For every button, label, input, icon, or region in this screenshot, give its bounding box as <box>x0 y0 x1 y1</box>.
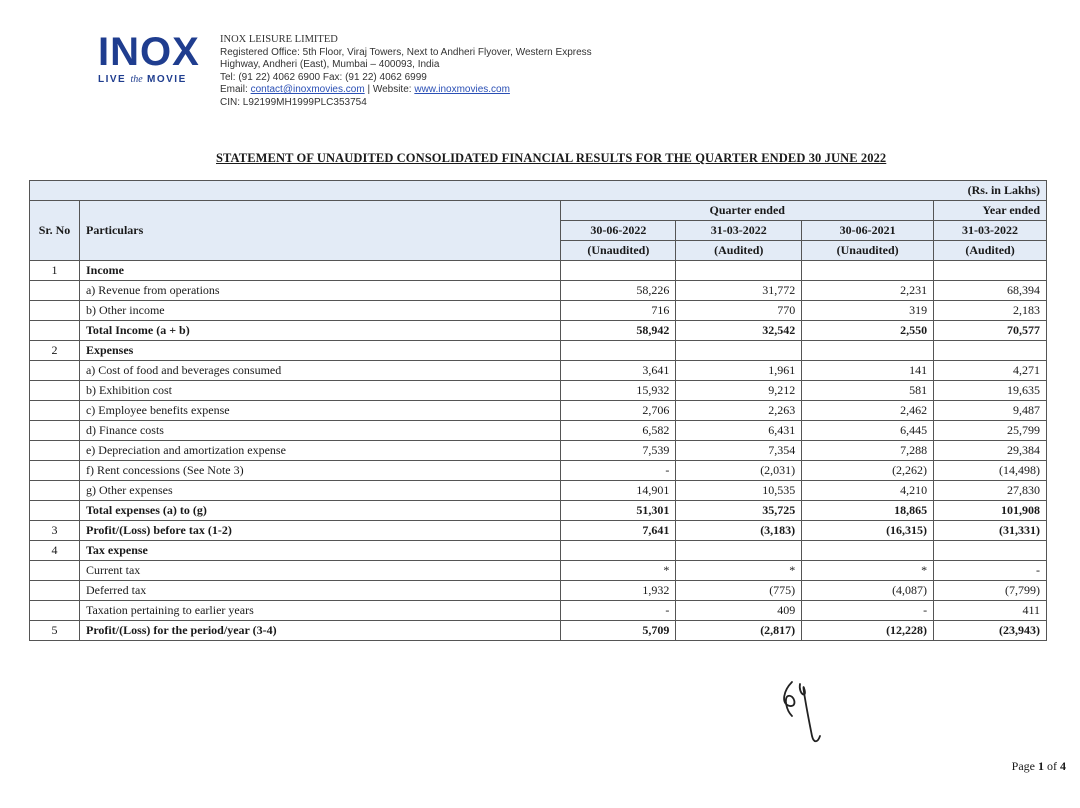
row-value-col-2: (775) <box>676 581 802 601</box>
email-label: Email: <box>220 84 248 95</box>
row-value-col-4: (14,498) <box>934 461 1047 481</box>
row-value-col-3: (4,087) <box>802 581 934 601</box>
table-row <box>30 561 1047 581</box>
row-value-col-1: 7,641 <box>561 521 676 541</box>
row-value-col-1: 51,301 <box>561 501 676 521</box>
inox-logo <box>98 32 208 85</box>
audit-col-3: (Unaudited) <box>802 241 934 261</box>
table-row <box>30 321 1047 341</box>
table-row <box>30 581 1047 601</box>
row-srno <box>30 421 80 441</box>
row-value-col-1: - <box>561 461 676 481</box>
contact-line <box>220 84 592 97</box>
row-label: Profit/(Loss) for the period/year (3-4) <box>79 621 560 641</box>
row-value-col-4: 25,799 <box>934 421 1047 441</box>
row-value-col-1: 7,539 <box>561 441 676 461</box>
row-value-col-3: - <box>802 601 934 621</box>
row-value-col-1 <box>561 341 676 361</box>
row-srno <box>30 481 80 501</box>
row-value-col-2 <box>676 541 802 561</box>
row-srno <box>30 301 80 321</box>
email-link[interactable]: contact@inoxmovies.com <box>250 84 365 95</box>
date-col-4: 31-03-2022 <box>934 221 1047 241</box>
row-srno: 4 <box>30 541 80 561</box>
row-value-col-3: * <box>802 561 934 581</box>
row-value-col-4: - <box>934 561 1047 581</box>
row-srno <box>30 321 80 341</box>
col-particulars: Particulars <box>79 201 560 261</box>
row-value-col-1: 58,226 <box>561 281 676 301</box>
website-label: | Website: <box>367 84 412 95</box>
row-label: c) Employee benefits expense <box>79 401 560 421</box>
audit-col-2: (Audited) <box>676 241 802 261</box>
signature <box>778 676 828 748</box>
address-line-1: Registered Office: 5th Floor, Viraj Towers, Next to Andheri Flyover, Western Express <box>220 46 592 58</box>
row-label: d) Finance costs <box>79 421 560 441</box>
logo-tagline <box>98 74 208 85</box>
tagline-the: the <box>130 74 143 85</box>
audit-col-4: (Audited) <box>934 241 1047 261</box>
date-col-1: 30-06-2022 <box>561 221 676 241</box>
table-row <box>30 441 1047 461</box>
row-label: b) Other income <box>79 301 560 321</box>
financial-results-table <box>29 180 1047 641</box>
row-value-col-2: 770 <box>676 301 802 321</box>
row-label: Expenses <box>79 341 560 361</box>
row-value-col-1 <box>561 541 676 561</box>
row-value-col-4 <box>934 541 1047 561</box>
row-value-col-4: (31,331) <box>934 521 1047 541</box>
row-srno <box>30 281 80 301</box>
year-ended-header: Year ended <box>934 201 1047 221</box>
page-number <box>1012 759 1066 774</box>
row-label: Total Income (a + b) <box>79 321 560 341</box>
table-row <box>30 481 1047 501</box>
table-row <box>30 361 1047 381</box>
row-value-col-3 <box>802 261 934 281</box>
row-label: b) Exhibition cost <box>79 381 560 401</box>
company-name: INOX LEISURE LIMITED <box>220 34 338 45</box>
row-srno <box>30 601 80 621</box>
table-row <box>30 541 1047 561</box>
row-value-col-2: (2,817) <box>676 621 802 641</box>
page-label: Page <box>1011 759 1035 773</box>
row-label: Total expenses (a) to (g) <box>79 501 560 521</box>
period-header-row <box>30 201 1047 221</box>
statement-title: STATEMENT OF UNAUDITED CONSOLIDATED FINANCIAL RESULTS FOR THE QUARTER ENDED 30 JUNE 2022 <box>216 151 887 165</box>
row-value-col-2 <box>676 341 802 361</box>
row-value-col-3: (16,315) <box>802 521 934 541</box>
row-value-col-4: (7,799) <box>934 581 1047 601</box>
row-value-col-3: 18,865 <box>802 501 934 521</box>
row-value-col-4: 2,183 <box>934 301 1047 321</box>
row-value-col-2: (3,183) <box>676 521 802 541</box>
address-line-2: Highway, Andheri (East), Mumbai – 400093, India <box>220 59 440 70</box>
row-value-col-4: 68,394 <box>934 281 1047 301</box>
row-label: Taxation pertaining to earlier years <box>79 601 560 621</box>
row-value-col-3: 7,288 <box>802 441 934 461</box>
row-value-col-3: 319 <box>802 301 934 321</box>
row-value-col-2: 2,263 <box>676 401 802 421</box>
row-value-col-2: 7,354 <box>676 441 802 461</box>
row-label: a) Revenue from operations <box>79 281 560 301</box>
row-value-col-1: 15,932 <box>561 381 676 401</box>
row-value-col-4 <box>934 261 1047 281</box>
tagline-live: LIVE <box>98 74 127 85</box>
row-value-col-4: 411 <box>934 601 1047 621</box>
row-value-col-1: 14,901 <box>561 481 676 501</box>
table-row <box>30 621 1047 641</box>
row-value-col-2 <box>676 261 802 281</box>
table-row <box>30 261 1047 281</box>
row-value-col-3: 141 <box>802 361 934 381</box>
table-row <box>30 421 1047 441</box>
row-label: Deferred tax <box>79 581 560 601</box>
row-value-col-3: 2,231 <box>802 281 934 301</box>
row-value-col-1 <box>561 261 676 281</box>
page-current: 1 <box>1038 759 1044 773</box>
row-value-col-2: * <box>676 561 802 581</box>
row-value-col-1: 6,582 <box>561 421 676 441</box>
row-label: Profit/(Loss) before tax (1-2) <box>79 521 560 541</box>
row-value-col-1: 3,641 <box>561 361 676 381</box>
row-value-col-3: (12,228) <box>802 621 934 641</box>
row-value-col-4: (23,943) <box>934 621 1047 641</box>
row-srno <box>30 501 80 521</box>
row-value-col-1: 5,709 <box>561 621 676 641</box>
row-value-col-3: 2,550 <box>802 321 934 341</box>
row-label: e) Depreciation and amortization expense <box>79 441 560 461</box>
row-value-col-3: (2,262) <box>802 461 934 481</box>
cin-line: CIN: L92199MH1999PLC353754 <box>220 96 367 108</box>
row-value-col-3 <box>802 541 934 561</box>
row-label: Income <box>79 261 560 281</box>
row-value-col-2: (2,031) <box>676 461 802 481</box>
row-value-col-4 <box>934 341 1047 361</box>
row-value-col-2: 10,535 <box>676 481 802 501</box>
row-srno <box>30 361 80 381</box>
row-value-col-2: 6,431 <box>676 421 802 441</box>
row-srno <box>30 401 80 421</box>
unit-row <box>30 181 1047 201</box>
unit-label: (Rs. in Lakhs) <box>30 181 1047 201</box>
table-row <box>30 601 1047 621</box>
row-value-col-2: 409 <box>676 601 802 621</box>
row-srno: 2 <box>30 341 80 361</box>
row-value-col-2: 1,961 <box>676 361 802 381</box>
date-col-3: 30-06-2021 <box>802 221 934 241</box>
row-label: Current tax <box>79 561 560 581</box>
table-row <box>30 521 1047 541</box>
row-srno: 3 <box>30 521 80 541</box>
website-link[interactable]: www.inoxmovies.com <box>414 84 510 95</box>
tagline-movie: MOVIE <box>147 74 187 85</box>
row-value-col-3 <box>802 341 934 361</box>
row-value-col-1: 58,942 <box>561 321 676 341</box>
row-label: g) Other expenses <box>79 481 560 501</box>
row-value-col-2: 9,212 <box>676 381 802 401</box>
row-value-col-4: 29,384 <box>934 441 1047 461</box>
page-total: 4 <box>1060 759 1066 773</box>
row-value-col-2: 35,725 <box>676 501 802 521</box>
row-value-col-1: - <box>561 601 676 621</box>
row-value-col-2: 32,542 <box>676 321 802 341</box>
row-srno <box>30 461 80 481</box>
row-srno <box>30 561 80 581</box>
row-value-col-4: 101,908 <box>934 501 1047 521</box>
table-row <box>30 401 1047 421</box>
row-label: f) Rent concessions (See Note 3) <box>79 461 560 481</box>
table-row <box>30 461 1047 481</box>
date-col-2: 31-03-2022 <box>676 221 802 241</box>
row-value-col-1: * <box>561 561 676 581</box>
logo-brand: INOX <box>98 30 200 74</box>
row-srno: 1 <box>30 261 80 281</box>
row-value-col-4: 70,577 <box>934 321 1047 341</box>
quarter-ended-header: Quarter ended <box>561 201 934 221</box>
row-srno <box>30 581 80 601</box>
row-value-col-4: 9,487 <box>934 401 1047 421</box>
row-value-col-2: 31,772 <box>676 281 802 301</box>
row-value-col-3: 4,210 <box>802 481 934 501</box>
table-row <box>30 381 1047 401</box>
row-value-col-4: 19,635 <box>934 381 1047 401</box>
table-row <box>30 281 1047 301</box>
table-row <box>30 341 1047 361</box>
row-label: a) Cost of food and beverages consumed <box>79 361 560 381</box>
row-srno <box>30 441 80 461</box>
row-srno: 5 <box>30 621 80 641</box>
row-srno <box>30 381 80 401</box>
logo-wordmark <box>98 32 208 72</box>
row-value-col-3: 2,462 <box>802 401 934 421</box>
col-srno: Sr. No <box>30 201 80 261</box>
row-label: Tax expense <box>79 541 560 561</box>
row-value-col-1: 716 <box>561 301 676 321</box>
row-value-col-1: 1,932 <box>561 581 676 601</box>
row-value-col-1: 2,706 <box>561 401 676 421</box>
audit-col-1: (Unaudited) <box>561 241 676 261</box>
row-value-col-4: 27,830 <box>934 481 1047 501</box>
company-header <box>220 34 592 109</box>
table-row <box>30 301 1047 321</box>
phone-line: Tel: (91 22) 4062 6900 Fax: (91 22) 4062 6999 <box>220 71 427 83</box>
row-value-col-3: 6,445 <box>802 421 934 441</box>
row-value-col-3: 581 <box>802 381 934 401</box>
row-value-col-4: 4,271 <box>934 361 1047 381</box>
of-label: of <box>1047 759 1057 773</box>
table-row <box>30 501 1047 521</box>
